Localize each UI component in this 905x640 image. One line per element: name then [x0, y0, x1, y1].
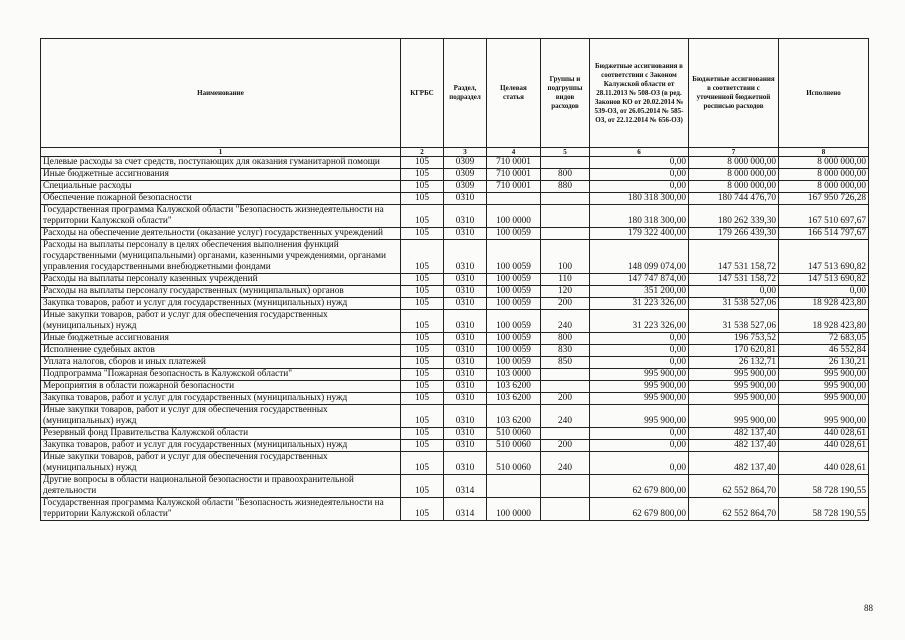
row-law-allocation: 31 223 326,00 [590, 298, 689, 310]
column-number: 6 [590, 148, 689, 157]
row-section: 0309 [444, 157, 487, 169]
row-section: 0310 [444, 428, 487, 440]
row-kgrbs: 105 [401, 498, 444, 521]
row-law-allocation: 0,00 [590, 428, 689, 440]
budget-execution-table [40, 38, 869, 521]
row-kgrbs: 105 [401, 405, 444, 428]
row-kgrbs: 105 [401, 181, 444, 193]
row-expense-group [541, 228, 590, 240]
row-law-allocation: 0,00 [590, 440, 689, 452]
row-section: 0310 [444, 193, 487, 205]
row-target-article: 510 0060 [487, 428, 541, 440]
row-refined-allocation: 31 538 527,06 [689, 310, 779, 333]
row-expense-group [541, 498, 590, 521]
header-section: Раздел, подраздел [444, 39, 487, 148]
row-law-allocation: 0,00 [590, 357, 689, 369]
row-law-allocation: 180 318 300,00 [590, 193, 689, 205]
row-executed: 440 028,61 [779, 440, 869, 452]
table-row [41, 310, 869, 333]
table-row [41, 369, 869, 381]
table-row [41, 452, 869, 475]
row-target-article: 103 6200 [487, 405, 541, 428]
row-name: Расходы на обеспечение деятельности (оказание услуг) государственных учреждений [41, 228, 401, 240]
row-law-allocation: 351 200,00 [590, 286, 689, 298]
column-number: 4 [487, 148, 541, 157]
row-law-allocation: 31 223 326,00 [590, 310, 689, 333]
row-section: 0309 [444, 169, 487, 181]
row-executed: 995 900,00 [779, 405, 869, 428]
row-target-article: 710 0001 [487, 181, 541, 193]
row-refined-allocation: 482 137,40 [689, 428, 779, 440]
row-law-allocation: 0,00 [590, 181, 689, 193]
row-expense-group [541, 475, 590, 498]
row-kgrbs: 105 [401, 240, 444, 274]
row-target-article [487, 193, 541, 205]
row-name: Иные бюджетные ассигнования [41, 169, 401, 181]
row-name: Расходы на выплаты персоналу государственных (муниципальных) органов [41, 286, 401, 298]
row-target-article: 100 0000 [487, 205, 541, 228]
row-kgrbs: 105 [401, 193, 444, 205]
row-law-allocation: 147 747 874,00 [590, 274, 689, 286]
row-expense-group: 100 [541, 240, 590, 274]
row-kgrbs: 105 [401, 169, 444, 181]
row-kgrbs: 105 [401, 428, 444, 440]
row-section: 0310 [444, 405, 487, 428]
table-row [41, 345, 869, 357]
row-executed: 58 728 190,55 [779, 475, 869, 498]
row-executed: 72 683,05 [779, 333, 869, 345]
table-row [41, 298, 869, 310]
row-executed: 147 513 690,82 [779, 274, 869, 286]
row-refined-allocation: 147 531 158,72 [689, 274, 779, 286]
row-expense-group [541, 205, 590, 228]
row-name: Иные закупки товаров, работ и услуг для обеспечения государственных (муниципальных) нужд [41, 405, 401, 428]
table-header-row [41, 39, 869, 148]
row-executed: 166 514 797,67 [779, 228, 869, 240]
row-name: Закупка товаров, работ и услуг для государственных (муниципальных) нужд [41, 298, 401, 310]
row-executed: 995 900,00 [779, 369, 869, 381]
column-number-row [41, 148, 869, 157]
row-name: Расходы на выплаты персоналу в целях обеспечения выполнения функций государственными (муниципальными) органами, казенными учреждениями, органами управления государственными внебюджетными фондами [41, 240, 401, 274]
row-law-allocation: 995 900,00 [590, 381, 689, 393]
row-section: 0310 [444, 440, 487, 452]
row-target-article: 100 0059 [487, 298, 541, 310]
row-expense-group [541, 157, 590, 169]
row-refined-allocation: 170 620,81 [689, 345, 779, 357]
table-row [41, 333, 869, 345]
header-executed: Исполнено [779, 39, 869, 148]
row-name: Иные бюджетные ассигнования [41, 333, 401, 345]
row-name: Обеспечение пожарной безопасности [41, 193, 401, 205]
row-target-article: 100 0059 [487, 228, 541, 240]
row-target-article: 510 0060 [487, 452, 541, 475]
row-target-article: 100 0059 [487, 240, 541, 274]
row-expense-group: 200 [541, 393, 590, 405]
row-kgrbs: 105 [401, 475, 444, 498]
row-law-allocation: 62 679 800,00 [590, 498, 689, 521]
row-executed: 18 928 423,80 [779, 310, 869, 333]
column-number: 2 [401, 148, 444, 157]
row-expense-group: 800 [541, 333, 590, 345]
row-expense-group [541, 369, 590, 381]
row-section: 0310 [444, 393, 487, 405]
row-kgrbs: 105 [401, 369, 444, 381]
row-section: 0310 [444, 333, 487, 345]
column-number: 3 [444, 148, 487, 157]
row-refined-allocation: 147 531 158,72 [689, 240, 779, 274]
row-section: 0310 [444, 310, 487, 333]
row-section: 0310 [444, 357, 487, 369]
table-row [41, 157, 869, 169]
row-target-article: 510 0060 [487, 440, 541, 452]
header-target-article: Целевая статья [487, 39, 541, 148]
row-law-allocation: 148 099 074,00 [590, 240, 689, 274]
row-section: 0310 [444, 298, 487, 310]
row-target-article: 100 0059 [487, 333, 541, 345]
row-executed: 995 900,00 [779, 393, 869, 405]
row-section: 0310 [444, 369, 487, 381]
row-refined-allocation: 0,00 [689, 286, 779, 298]
row-expense-group: 240 [541, 452, 590, 475]
row-expense-group [541, 193, 590, 205]
row-target-article: 710 0001 [487, 157, 541, 169]
table-row [41, 440, 869, 452]
row-refined-allocation: 482 137,40 [689, 452, 779, 475]
row-kgrbs: 105 [401, 157, 444, 169]
row-kgrbs: 105 [401, 381, 444, 393]
row-executed: 18 928 423,80 [779, 298, 869, 310]
row-section: 0310 [444, 452, 487, 475]
row-expense-group: 830 [541, 345, 590, 357]
row-name: Мероприятия в области пожарной безопасности [41, 381, 401, 393]
row-expense-group [541, 428, 590, 440]
row-executed: 0,00 [779, 286, 869, 298]
table-row [41, 428, 869, 440]
row-name: Закупка товаров, работ и услуг для государственных (муниципальных) нужд [41, 440, 401, 452]
row-target-article: 710 0001 [487, 169, 541, 181]
row-expense-group: 240 [541, 405, 590, 428]
row-section: 0310 [444, 286, 487, 298]
table-row [41, 169, 869, 181]
row-expense-group: 200 [541, 298, 590, 310]
row-target-article: 103 6200 [487, 381, 541, 393]
row-name: Государственная программа Калужской области "Безопасность жизнедеятельности на территории Калужской области" [41, 498, 401, 521]
row-refined-allocation: 8 000 000,00 [689, 181, 779, 193]
row-kgrbs: 105 [401, 440, 444, 452]
row-expense-group: 880 [541, 181, 590, 193]
row-executed: 440 028,61 [779, 452, 869, 475]
row-name: Уплата налогов, сборов и иных платежей [41, 357, 401, 369]
row-refined-allocation: 995 900,00 [689, 381, 779, 393]
row-expense-group: 800 [541, 169, 590, 181]
row-expense-group [541, 381, 590, 393]
header-expense-groups: Группы и подгруппы видов расходов [541, 39, 590, 148]
row-executed: 26 130,21 [779, 357, 869, 369]
row-expense-group: 850 [541, 357, 590, 369]
row-refined-allocation: 31 538 527,06 [689, 298, 779, 310]
row-expense-group: 200 [541, 440, 590, 452]
page-number: 88 [864, 603, 873, 613]
row-name: Исполнение судебных актов [41, 345, 401, 357]
row-name: Иные закупки товаров, работ и услуг для обеспечения государственных (муниципальных) нужд [41, 452, 401, 475]
row-kgrbs: 105 [401, 298, 444, 310]
row-kgrbs: 105 [401, 357, 444, 369]
header-law-allocations: Бюджетные ассигнования в соответствии с Законом Калужской области от 28.11.2013 № 508-ОЗ (в ред. Законов КО от 20.02.2014 № 539-ОЗ, от 26.05.2014 № 585-ОЗ, от 22.12.2014 № 656-ОЗ) [590, 39, 689, 148]
row-refined-allocation: 26 132,71 [689, 357, 779, 369]
row-law-allocation: 995 900,00 [590, 405, 689, 428]
table-row [41, 274, 869, 286]
table-row [41, 193, 869, 205]
column-number: 7 [689, 148, 779, 157]
row-executed: 440 028,61 [779, 428, 869, 440]
row-refined-allocation: 995 900,00 [689, 393, 779, 405]
row-expense-group: 110 [541, 274, 590, 286]
row-refined-allocation: 180 262 339,30 [689, 205, 779, 228]
row-section: 0314 [444, 498, 487, 521]
row-refined-allocation: 180 744 476,70 [689, 193, 779, 205]
row-refined-allocation: 482 137,40 [689, 440, 779, 452]
row-target-article: 100 0059 [487, 357, 541, 369]
row-kgrbs: 105 [401, 228, 444, 240]
row-refined-allocation: 62 552 864,70 [689, 498, 779, 521]
row-target-article [487, 475, 541, 498]
table-row [41, 240, 869, 274]
row-refined-allocation: 196 753,52 [689, 333, 779, 345]
row-section: 0310 [444, 345, 487, 357]
row-section: 0310 [444, 228, 487, 240]
header-refined-allocations: Бюджетные ассигнования в соответствии с уточненной бюджетной росписью расходов [689, 39, 779, 148]
row-law-allocation: 179 322 400,00 [590, 228, 689, 240]
row-target-article: 100 0059 [487, 286, 541, 298]
table-row [41, 393, 869, 405]
row-section: 0314 [444, 475, 487, 498]
row-kgrbs: 105 [401, 393, 444, 405]
row-kgrbs: 105 [401, 333, 444, 345]
row-law-allocation: 0,00 [590, 452, 689, 475]
table-row [41, 405, 869, 428]
row-executed: 8 000 000,00 [779, 181, 869, 193]
row-target-article: 103 0000 [487, 369, 541, 381]
row-refined-allocation: 8 000 000,00 [689, 157, 779, 169]
row-name: Государственная программа Калужской области "Безопасность жизнедеятельности на территории Калужской области" [41, 205, 401, 228]
row-name: Резервный фонд Правительства Калужской области [41, 428, 401, 440]
row-expense-group: 120 [541, 286, 590, 298]
row-target-article: 100 0000 [487, 498, 541, 521]
row-target-article: 103 6200 [487, 393, 541, 405]
row-law-allocation: 995 900,00 [590, 369, 689, 381]
row-section: 0309 [444, 181, 487, 193]
table-row [41, 475, 869, 498]
row-name: Расходы на выплаты персоналу казенных учреждений [41, 274, 401, 286]
row-law-allocation: 0,00 [590, 333, 689, 345]
row-executed: 46 552,84 [779, 345, 869, 357]
row-name: Закупка товаров, работ и услуг для государственных (муниципальных) нужд [41, 393, 401, 405]
row-law-allocation: 0,00 [590, 345, 689, 357]
row-name: Иные закупки товаров, работ и услуг для обеспечения государственных (муниципальных) нужд [41, 310, 401, 333]
column-number: 1 [41, 148, 401, 157]
row-section: 0310 [444, 381, 487, 393]
row-law-allocation: 0,00 [590, 157, 689, 169]
row-law-allocation: 180 318 300,00 [590, 205, 689, 228]
row-refined-allocation: 995 900,00 [689, 405, 779, 428]
row-kgrbs: 105 [401, 345, 444, 357]
row-kgrbs: 105 [401, 452, 444, 475]
row-kgrbs: 105 [401, 310, 444, 333]
table-row [41, 228, 869, 240]
header-kgrbs: КГРБС [401, 39, 444, 148]
row-executed: 8 000 000,00 [779, 169, 869, 181]
row-law-allocation: 995 900,00 [590, 393, 689, 405]
row-refined-allocation: 179 266 439,30 [689, 228, 779, 240]
table-row [41, 381, 869, 393]
row-refined-allocation: 995 900,00 [689, 369, 779, 381]
row-target-article: 100 0059 [487, 310, 541, 333]
column-number: 5 [541, 148, 590, 157]
header-name: Наименование [41, 39, 401, 148]
row-target-article: 100 0059 [487, 345, 541, 357]
row-executed: 167 510 697,67 [779, 205, 869, 228]
table-row [41, 286, 869, 298]
row-law-allocation: 62 679 800,00 [590, 475, 689, 498]
row-executed: 995 900,00 [779, 381, 869, 393]
row-refined-allocation: 8 000 000,00 [689, 169, 779, 181]
column-number: 8 [779, 148, 869, 157]
row-expense-group: 240 [541, 310, 590, 333]
row-section: 0310 [444, 274, 487, 286]
row-kgrbs: 105 [401, 274, 444, 286]
row-name: Специальные расходы [41, 181, 401, 193]
row-name: Подпрограмма "Пожарная безопасность в Калужской области" [41, 369, 401, 381]
row-section: 0310 [444, 240, 487, 274]
row-executed: 167 950 726,28 [779, 193, 869, 205]
row-executed: 58 728 190,55 [779, 498, 869, 521]
row-target-article: 100 0059 [487, 274, 541, 286]
table-row [41, 205, 869, 228]
row-refined-allocation: 62 552 864,70 [689, 475, 779, 498]
row-section: 0310 [444, 205, 487, 228]
row-executed: 147 513 690,82 [779, 240, 869, 274]
row-name: Другие вопросы в области национальной безопасности и правоохранительной деятельности [41, 475, 401, 498]
table-row [41, 181, 869, 193]
table-row [41, 498, 869, 521]
row-name: Целевые расходы за счет средств, поступающих для оказания гуманитарной помощи [41, 157, 401, 169]
row-law-allocation: 0,00 [590, 169, 689, 181]
row-kgrbs: 105 [401, 286, 444, 298]
row-executed: 8 000 000,00 [779, 157, 869, 169]
row-kgrbs: 105 [401, 205, 444, 228]
table-row [41, 357, 869, 369]
